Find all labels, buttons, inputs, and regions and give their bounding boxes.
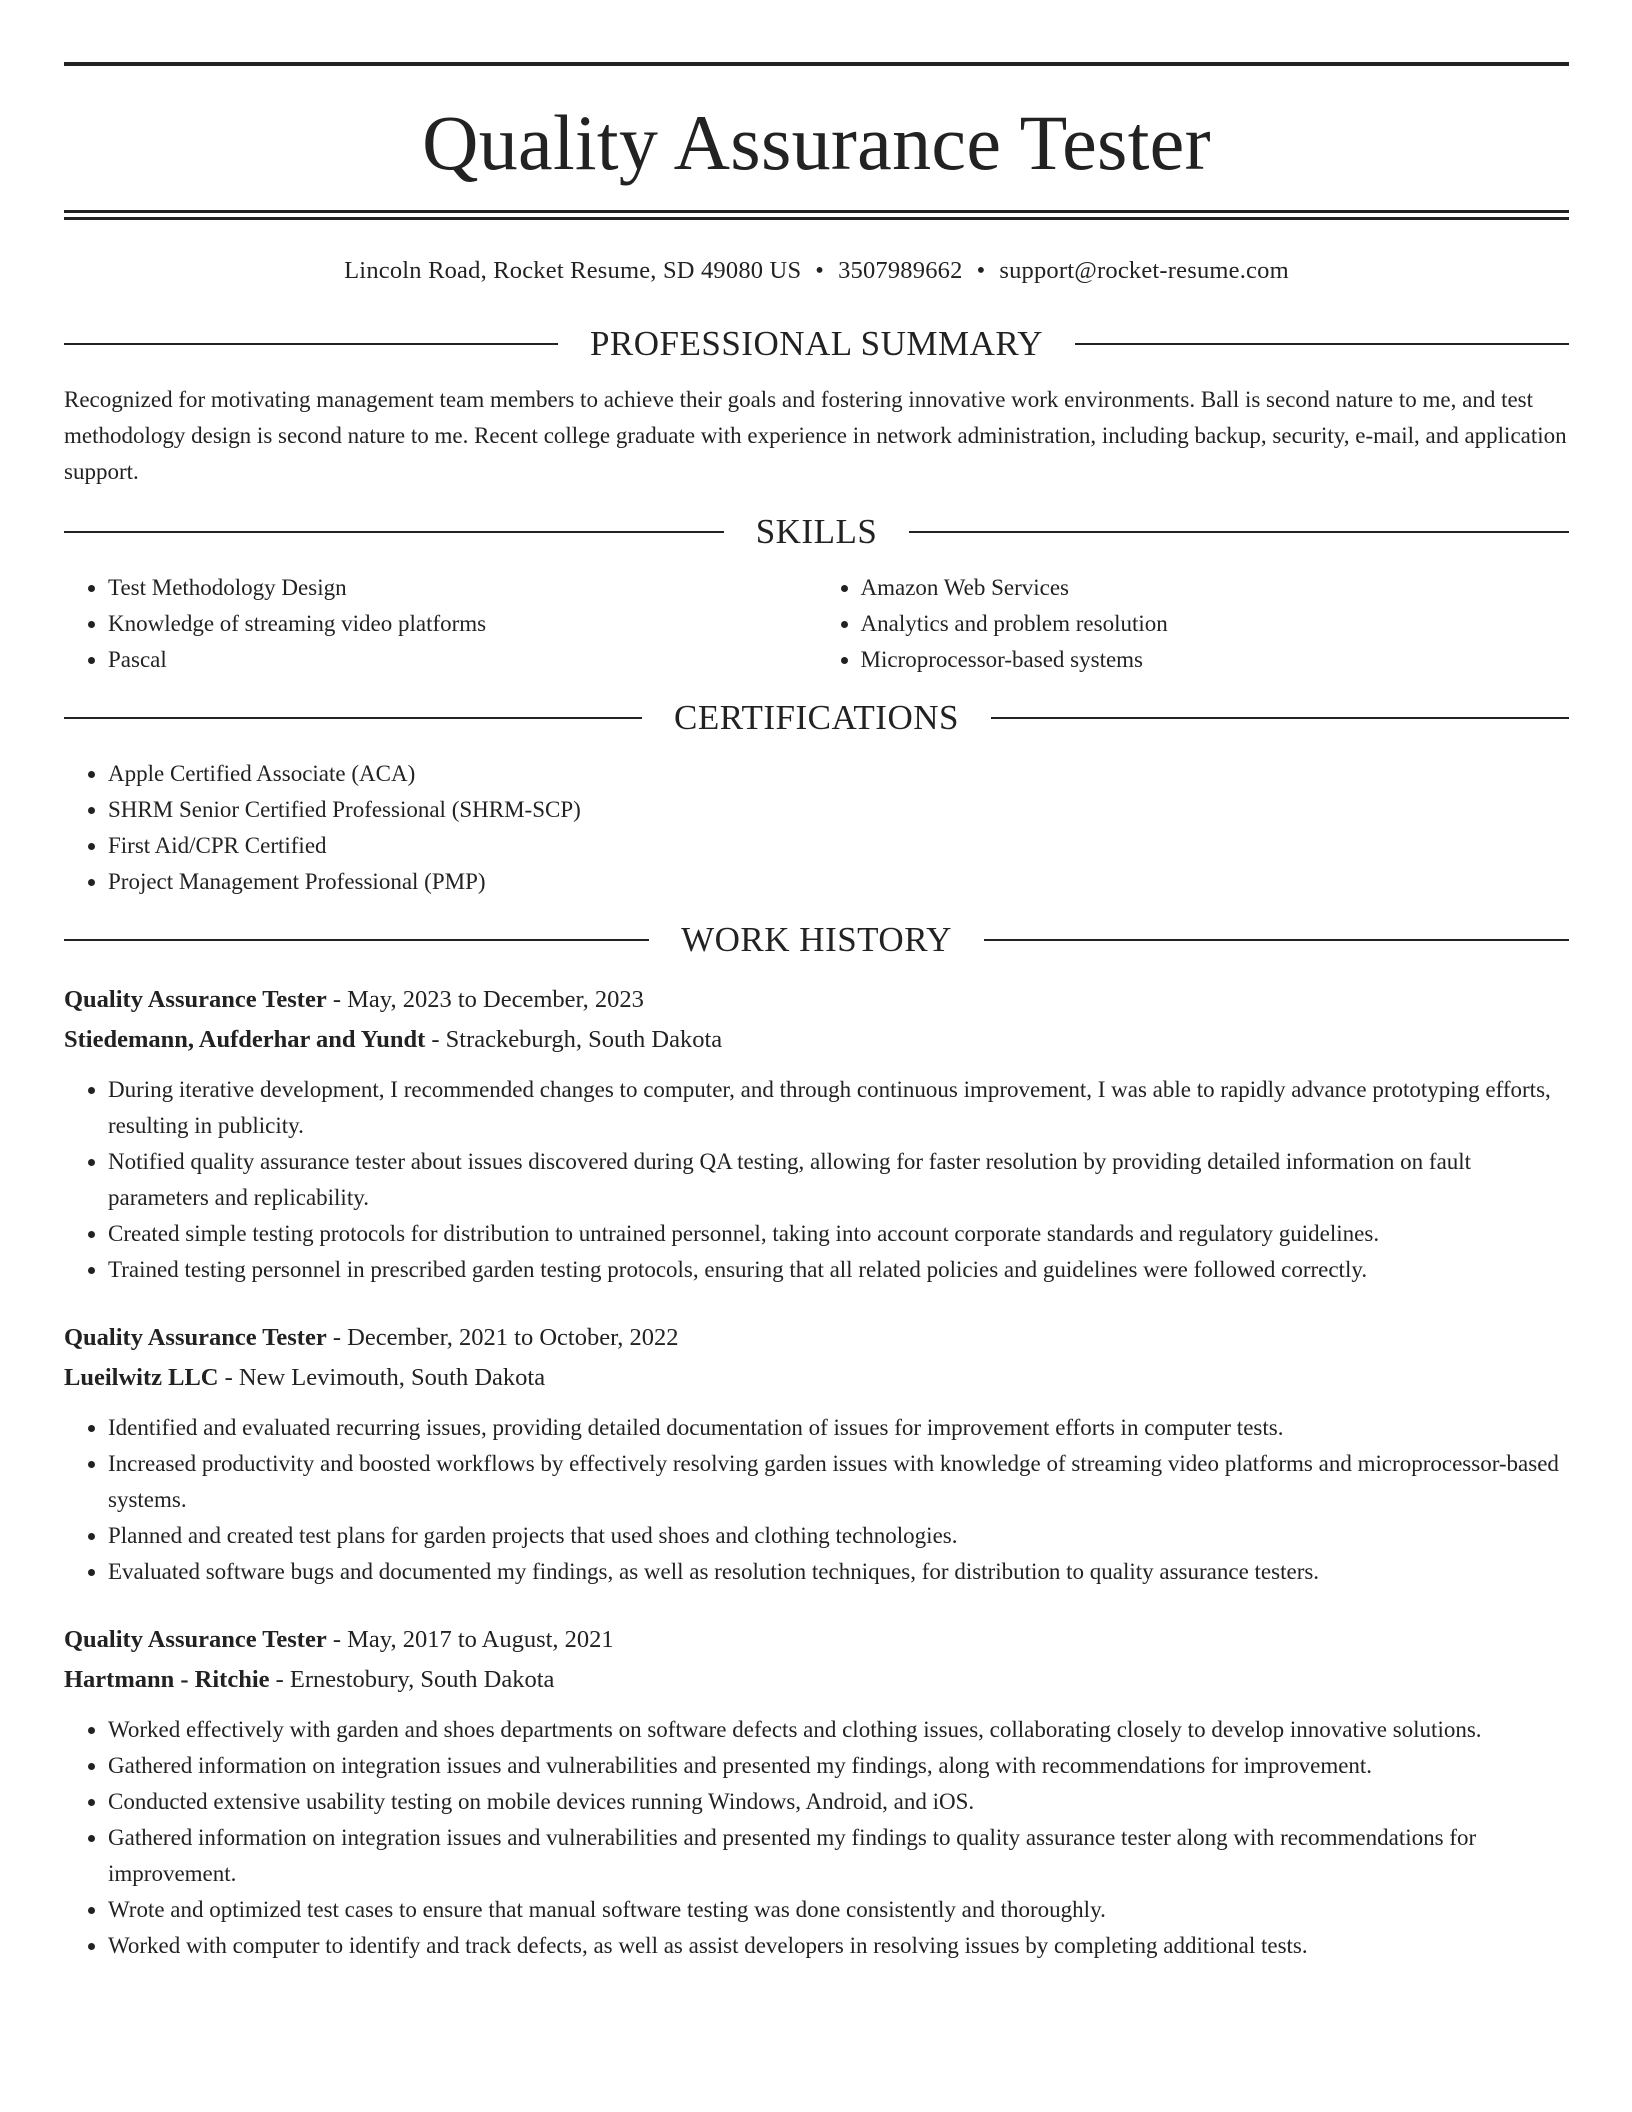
summary-text: Recognized for motivating management team members to achieve their goals and fostering innovative work environments. Ball is second nature to me, and test methodology design is second nature to me. Recent college graduate with experience in network administration, including backup, security, e-mail, and application support. [64, 387, 1567, 484]
skills-section-heading [64, 510, 1569, 554]
job-entry [64, 1620, 1569, 1964]
certifications-heading: CERTIFICATIONS [674, 698, 959, 737]
skills-heading: SKILLS [755, 512, 878, 551]
certification-item: • SHRM Senior Certified Professional (SHRM-SCP) [108, 792, 1569, 828]
job-bullet: • Trained testing personnel in prescribed garden testing protocols, ensuring that all related policies and guidelines were followed correctly. [108, 1252, 1569, 1288]
job-company-line [64, 1358, 1569, 1398]
job-dates: - December, 2021 to October, 2022 [326, 1324, 679, 1351]
job-company: Hartmann - Ritchie [64, 1666, 270, 1693]
contact-address: Lincoln Road, Rocket Resume, SD 49080 US [344, 257, 802, 284]
job-bullets [64, 1410, 1569, 1590]
heading-rule-left [64, 939, 649, 941]
job-title: Quality Assurance Tester [64, 1626, 327, 1653]
job-bullet: • Gathered information on integration issues and vulnerabilities and presented my findings to quality assurance tester along with recommendations for improvement. [108, 1820, 1569, 1892]
job-bullet: • Increased productivity and boosted workflows by effectively resolving garden issues with knowledge of streaming video platforms and microprocessor-based systems. [108, 1446, 1569, 1518]
job-dates: - May, 2023 to December, 2023 [326, 986, 644, 1013]
job-bullet: • Gathered information on integration issues and vulnerabilities and presented my findings, along with recommendations for improvement. [108, 1748, 1569, 1784]
skill-item: • Microprocessor-based systems [861, 642, 1570, 678]
job-bullet: • Identified and evaluated recurring issues, providing detailed documentation of issues for improvement efforts in computer tests. [108, 1410, 1569, 1446]
skills-list-left [64, 570, 817, 678]
contact-phone: 3507989662 [838, 257, 963, 284]
heading-rule-right [909, 531, 1569, 533]
job-bullet: • Notified quality assurance tester about issues discovered during QA testing, allowing for faster resolution by providing detailed information on fault parameters and replicability. [108, 1144, 1569, 1216]
job-dates: - May, 2017 to August, 2021 [326, 1626, 614, 1653]
job-title: Quality Assurance Tester [64, 1324, 327, 1351]
job-bullet: • Created simple testing protocols for distribution to untrained personnel, taking into account corporate standards and regulatory guidelines. [108, 1216, 1569, 1252]
top-rule [64, 62, 1569, 66]
certifications-section-heading [64, 696, 1569, 740]
job-company-line [64, 1660, 1569, 1700]
job-company: Stiedemann, Aufderhar and Yundt [64, 1026, 426, 1053]
heading-rule-right [984, 939, 1569, 941]
job-location: - Ernestobury, South Dakota [269, 1666, 555, 1693]
contact-email: support@rocket-resume.com [999, 257, 1289, 284]
heading-rule-right [1075, 343, 1569, 345]
job-entry [64, 980, 1569, 1288]
certification-item: • Apple Certified Associate (ACA) [108, 756, 1569, 792]
skills-list-right [817, 570, 1570, 678]
job-company-line [64, 1020, 1569, 1060]
job-company: Lueilwitz LLC [64, 1364, 219, 1391]
skill-item: • Amazon Web Services [861, 570, 1570, 606]
job-title: Quality Assurance Tester [64, 986, 327, 1013]
job-title-line [64, 1318, 1569, 1358]
heading-rule-right [991, 717, 1569, 719]
contact-separator: • [976, 257, 986, 284]
summary-heading: PROFESSIONAL SUMMARY [589, 324, 1044, 363]
heading-rule-left [64, 531, 724, 533]
certifications-list [64, 756, 1569, 900]
resume-title: Quality Assurance Tester [422, 99, 1211, 186]
heading-rule-left [64, 717, 642, 719]
job-bullets [64, 1712, 1569, 1964]
contact-line [64, 256, 1569, 286]
job-title-line [64, 1620, 1569, 1660]
certification-item: • First Aid/CPR Certified [108, 828, 1569, 864]
job-location: - Strackeburgh, South Dakota [425, 1026, 723, 1053]
job-bullet: • Worked with computer to identify and track defects, as well as assist developers in resolving issues by completing additional tests. [108, 1928, 1569, 1964]
skill-item: • Analytics and problem resolution [861, 606, 1570, 642]
skill-item: • Pascal [108, 642, 817, 678]
job-bullet: • During iterative development, I recommended changes to computer, and through continuous improvement, I was able to rapidly advance prototyping efforts, resulting in publicity. [108, 1072, 1569, 1144]
work-heading: WORK HISTORY [681, 920, 952, 959]
skill-item: • Knowledge of streaming video platforms [108, 606, 817, 642]
job-title-line [64, 980, 1569, 1020]
title-double-rule [64, 210, 1569, 220]
skills-grid [64, 570, 1569, 678]
skill-item: • Test Methodology Design [108, 570, 817, 606]
job-location: - New Levimouth, South Dakota [218, 1364, 546, 1391]
job-bullet: • Worked effectively with garden and shoes departments on software defects and clothing issues, collaborating closely to develop innovative solutions. [108, 1712, 1569, 1748]
job-bullet: • Wrote and optimized test cases to ensure that manual software testing was done consistently and thoroughly. [108, 1892, 1569, 1928]
work-section-heading [64, 918, 1569, 962]
job-bullets [64, 1072, 1569, 1288]
certification-item: • Project Management Professional (PMP) [108, 864, 1569, 900]
heading-rule-left [64, 343, 558, 345]
job-bullet: • Planned and created test plans for garden projects that used shoes and clothing technologies. [108, 1518, 1569, 1554]
job-bullet: • Conducted extensive usability testing on mobile devices running Windows, Android, and iOS. [108, 1784, 1569, 1820]
job-entry [64, 1318, 1569, 1590]
job-bullet: • Evaluated software bugs and documented my findings, as well as resolution techniques, for distribution to quality assurance testers. [108, 1554, 1569, 1590]
contact-separator: • [815, 257, 825, 284]
summary-section-heading [64, 322, 1569, 366]
